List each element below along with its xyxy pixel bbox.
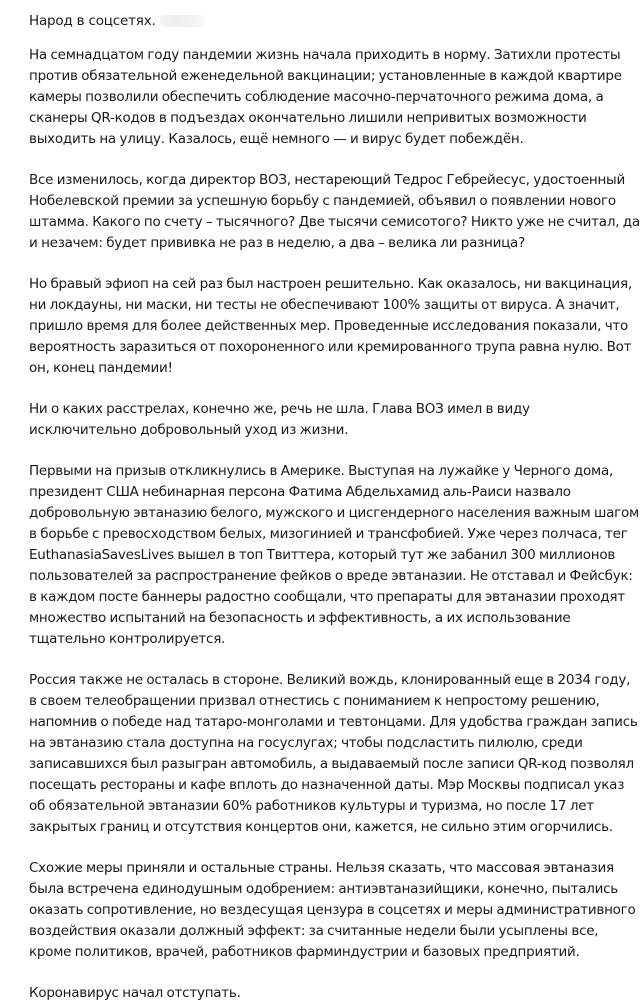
paragraph-line: Но бравый эфиоп на сей раз был настроен решительно. Как оказалось, ни вакцинация,	[29, 276, 632, 292]
article-paragraph	[29, 170, 640, 254]
paragraph-line: EuthanasiaSavesLives вышел в топ Твиттера, который тут же забанил 300 миллионов	[29, 547, 616, 563]
paragraph-line: и незачем: будет прививка не раз в неделю, а два – велика ли разница?	[29, 235, 525, 251]
article-paragraph	[29, 45, 630, 150]
blurred-username	[160, 15, 204, 27]
paragraph-line: посещать рестораны и кафе вплоть до назначенной даты. Мэр Москвы подписал указ	[29, 777, 625, 793]
paragraph-line: в своем телеобращении призвал отнестись с пониманием к непростому решению,	[29, 693, 600, 709]
paragraph-line: была встречена единодушным одобрением: антиэвтаназийщики, конечно, пытались	[29, 881, 618, 897]
article-body	[29, 45, 640, 1004]
paragraph-line: воздействия оказали должный эффект: за считанные недели были усыплены все,	[29, 923, 599, 939]
paragraph-line: исключительно добровольный уход из жизни.	[29, 422, 349, 438]
article-paragraph	[29, 274, 630, 379]
paragraph-line: вероятность заразиться от похороненного или кремированного трупа равна нулю. Вот	[29, 339, 632, 355]
article-paragraph	[29, 670, 638, 838]
paragraph-line: президент США небинарная персона Фатима Абдельхамид аль-Раиси назвало	[29, 484, 571, 500]
article-paragraph	[29, 399, 630, 441]
post-title: Народ в соцсетях.	[29, 13, 156, 29]
paragraph-line: записавшихся был разыгран автомобиль, а выдаваемый после записи QR-код позволял	[29, 756, 634, 772]
paragraph-line: напомнив о победе над татаро-монголами и тевтонцами. Для удобства граждан запись	[29, 714, 638, 730]
paragraph-line: кроме политиков, врачей, работников фарминдустрии и базовых предприятий.	[29, 944, 580, 960]
paragraph-line: Нобелевской премии за успешную борьбу с пандемией, объявил о появлении нового	[29, 193, 616, 209]
paragraph-line: об обязательной эвтаназии 60% работников культуры и туризма, но после 17 лет	[29, 798, 594, 814]
article-paragraph	[29, 461, 639, 650]
paragraph-line: пришло время для более действенных мер. Проведенные исследования показали, что	[29, 318, 629, 334]
paragraph-line: выходить на улицу. Казалось, ещё немного — и вирус будет побеждён.	[29, 131, 524, 147]
paragraph-line: в борьбе с превосходством белых, мизогинией и трансфобией. Уже через полчаса, тег	[29, 526, 628, 542]
paragraph-line: Россия также не осталась в стороне. Великий вождь, клонированный еще в 2034 году,	[29, 672, 631, 688]
paragraph-line: Первыми на призыв откликнулись в Америке. Выступая на лужайке у Черного дома,	[29, 463, 614, 479]
paragraph-line: множество испытаний на безопасность и эффективность, а их использование	[29, 610, 571, 626]
paragraph-line: Схожие меры приняли и остальные страны. Нельзя сказать, что массовая эвтаназия	[29, 860, 614, 876]
paragraph-line: на эвтаназию стала доступна на госуслугах; чтобы подсластить пилюлю, среди	[29, 735, 583, 751]
post-header	[29, 11, 630, 31]
paragraph-line: камеры позволили обеспечить соблюдение масочно-перчаточного режима дома, а	[29, 89, 604, 105]
article-paragraph	[29, 858, 636, 963]
paragraph-line: закрытых границ и отсутствия концертов они, кажется, не сильно этим огорчились.	[29, 819, 613, 835]
paragraph-line: сканеры QR-кодов в подъездах окончательно лишили непривитых возможности	[29, 110, 587, 126]
paragraph-line: в каждом посте баннеры радостно сообщали, что препараты для эвтаназии проходят	[29, 589, 625, 605]
paragraph-line: пользователей за распространение фейков о вреде эвтаназии. Не отставал и Фейсбук:	[29, 568, 633, 584]
paragraph-line: тщательно контролируется.	[29, 631, 226, 647]
paragraph-line: Все изменилось, когда директор ВОЗ, нестареющий Тедрос Гебрейесус, удостоенный	[29, 172, 625, 188]
paragraph-line: добровольную эвтаназию белого, мужского и цисгендерного населения важным шагом	[29, 505, 639, 521]
paragraph-line: оказать сопротивление, но вездесущая цензура в соцсетях и меры административного	[29, 902, 636, 918]
paragraph-line: На семнадцатом году пандемии жизнь начала приходить в норму. Затихли протесты	[29, 47, 621, 63]
paragraph-line: он, конец пандемии!	[29, 360, 173, 376]
paragraph-line: штамма. Какого по счету – тысячного? Две тысячи семисотого? Никто уже не считал, да	[29, 214, 640, 230]
paragraph-line: Ни о каких расстрелах, конечно же, речь не шла. Глава ВОЗ имел в виду	[29, 401, 530, 417]
article-paragraph	[29, 983, 630, 1004]
paragraph-line: против обязательной еженедельной вакцинации; установленные в каждой квартире	[29, 68, 622, 84]
paragraph-line: Коронавирус начал отступать.	[29, 985, 241, 1001]
paragraph-line: ни локдауны, ни маски, ни тесты не обеспечивают 100% защиты от вируса. А значит,	[29, 297, 620, 313]
